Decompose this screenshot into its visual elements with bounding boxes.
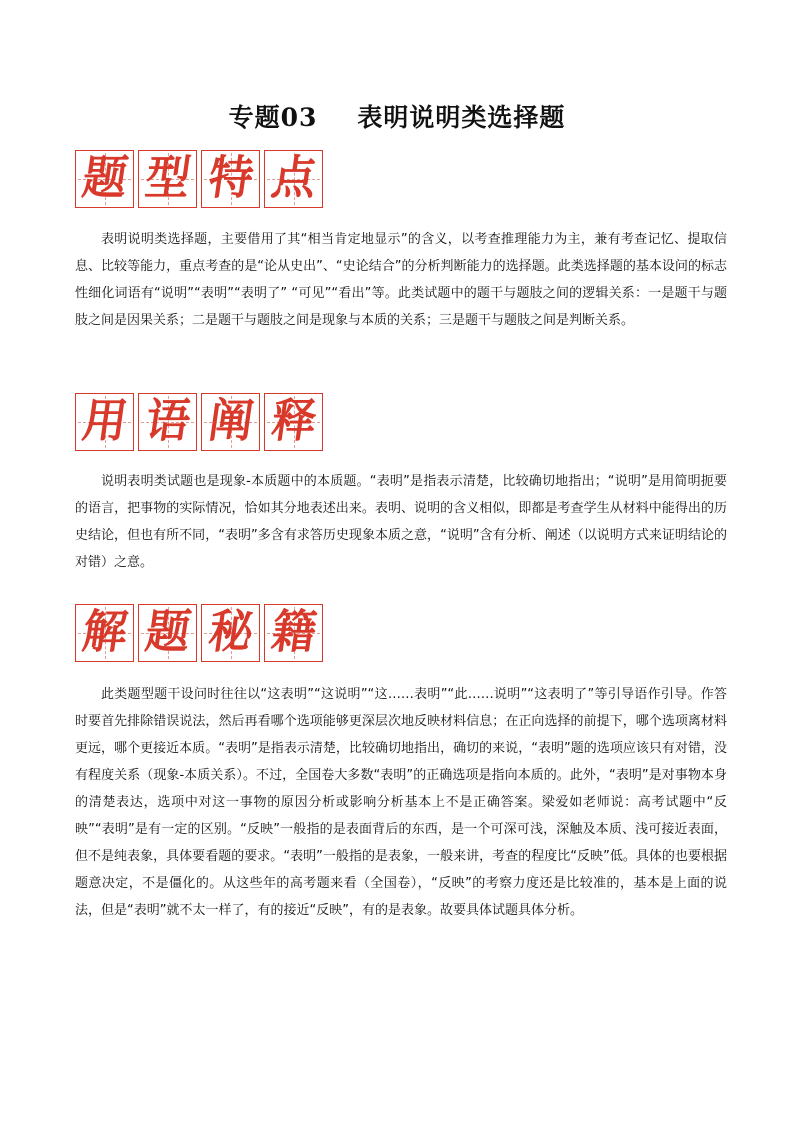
banner-char-box: 籍 (264, 604, 323, 662)
banner-char-box: 释 (264, 393, 323, 451)
paragraph-tips: 此类题型题干设问时往往以“这表明”“这说明”“这……表明”“此……说明”“这表明了”等引导语作引导。作答时要首先排除错误说法，然后再看哪个选项能够更深层次地反映材料信息；在正向选择的前提下，哪个选项离材料更远，哪个更接近本质。“表明”是指表示清楚，比较确切地指出，确切的来说，“表明”题的选项应该只有对错，没有程度关系（现象-本质关系）。不过，全国卷大多数“表明”的正确选项是指向本质的。此外，“表明”是对事物本身的清楚表达，选项中对这一事物的原因分析或影响分析基本上不是正确答案。梁爱如老师说：高考试题中“反映”“表明”是有一定的区别。“反映”一般指的是表面背后的东西，是一个可深可浅，深触及本质、浅可接近表面，但不是纯表象，具体要看题的要求。“表明”一般指的是表象，一般来讲，考查的程度比“反映”低。具体的也要根据题意决定，不是僵化的。从这些年的高考题来看（全国卷），“反映”的考察力度还是比较准的，基本是上面的说法，但是“表明”就不太一样了，有的接近“反映”，有的是表象。故要具体试题具体分析。 (75, 687, 727, 918)
section-banner-features (75, 150, 323, 208)
title-topic-number: 专题03 (228, 103, 318, 132)
banner-char-box: 题 (138, 604, 197, 662)
banner-char-box: 点 (264, 150, 323, 208)
page-title (0, 98, 794, 134)
banner-char-box: 用 (75, 393, 134, 451)
banner-char-box: 型 (138, 150, 197, 208)
banner-char-box: 题 (75, 150, 134, 208)
paragraph-features: 表明说明类选择题，主要借用了其“相当肯定地显示”的含义，以考查推理能力为主，兼有考查记忆、提取信息、比较等能力，重点考查的是“论从史出”、“史论结合”的分析判断能力的选择题。此类选择题的基本设问的标志性细化词语有“说明”“表明”“表明了” “可见”“看出”等。此类试题中的题干与题肢之间的逻辑关系：一是题干与题肢之间是因果关系；二是题干与题肢之间是现象与本质的关系；三是题干与题肢之间是判断关系。 (75, 232, 727, 328)
banner-char-box: 解 (75, 604, 134, 662)
banner-char-box: 阐 (201, 393, 260, 451)
section-banner-terms (75, 393, 323, 451)
paragraph-terms: 说明表明类试题也是现象-本质题中的本质题。“表明”是指表示清楚，比较确切地指出；“说明”是用简明扼要的语言，把事物的实际情况，恰如其分地表述出来。表明、说明的含义相似，即都是考查学生从材料中能得出的历史结论，但也有所不同，“表明”多含有求答历史现象本质之意，“说明”含有分析、阐述（以说明方式来证明结论的对错）之意。 (75, 474, 727, 570)
section-banner-tips (75, 604, 323, 662)
banner-char-box: 特 (201, 150, 260, 208)
banner-char-box: 语 (138, 393, 197, 451)
title-topic-name: 表明说明类选择题 (357, 103, 566, 132)
banner-char-box: 秘 (201, 604, 260, 662)
